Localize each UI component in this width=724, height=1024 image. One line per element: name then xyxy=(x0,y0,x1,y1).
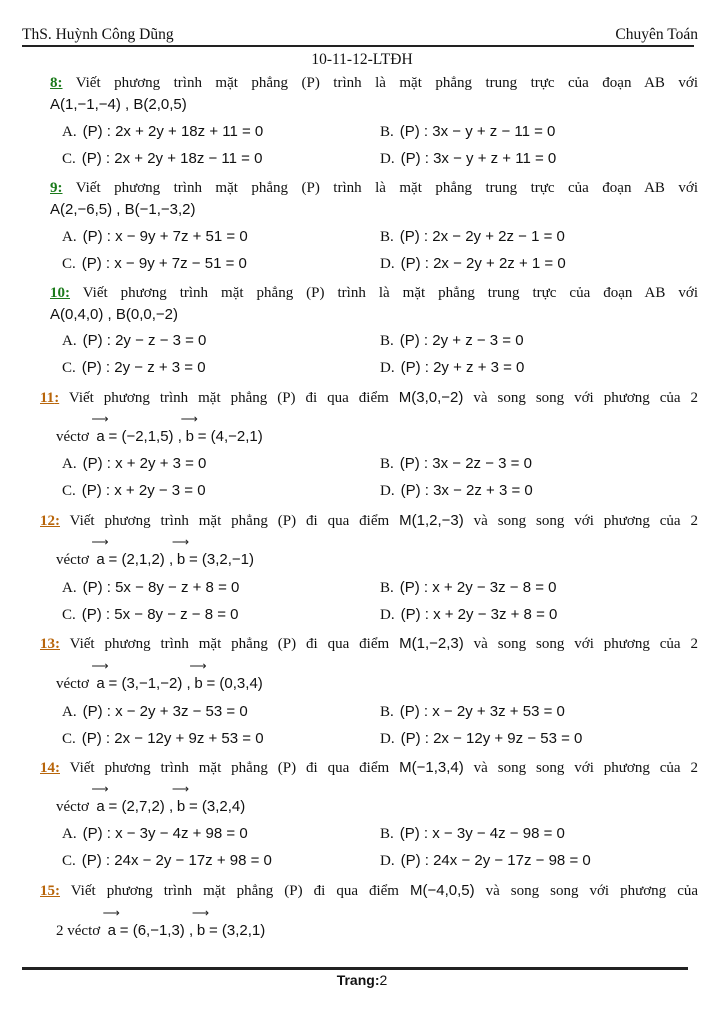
problem-8: 8: Viết phương trình mặt phẳng (P) trình là mặt phẳng trung trực của đoạn AB với A(1,−1,−4) , B(2,0,5) xyxy=(50,75,698,113)
problem-stem: Viết phương trình mặt phẳng (P) trình là mặt phẳng trung trực của đoạn AB với xyxy=(75,75,698,91)
header-subject: Chuyên Toán xyxy=(615,26,698,43)
option-b[interactable]: B. (P) : 2x − 2y + 2z − 1 = 0 xyxy=(380,228,565,245)
option-d[interactable]: D. (P) : 2x − 12y + 9z − 53 = 0 xyxy=(380,730,583,747)
vector-arrow-icon: ⟶ xyxy=(191,906,209,920)
option-a[interactable]: A. (P) : 5x − 8y − z + 8 = 0 xyxy=(62,579,240,596)
vector-arrow-icon: ⟶ xyxy=(102,906,119,920)
problem-10: 10: Viết phương trình mặt phẳng (P) trình là mặt phẳng trung trực của đoạn AB với A(0,4,0) , B(0,0,−2) xyxy=(50,285,698,323)
option-a[interactable]: A. (P) : x − 3y − 4z + 98 = 0 xyxy=(62,825,248,842)
option-d[interactable]: D. (P) : 3x − y + z + 11 = 0 xyxy=(380,150,557,167)
problem-number: 13 xyxy=(40,636,55,652)
problem-stem: Viết phương trình mặt phẳng (P) trình là mặt phẳng trung trực của đoạn AB với xyxy=(82,285,698,301)
vector-a: ⟶ a xyxy=(91,412,108,445)
vector-a: ⟶ a xyxy=(102,906,119,939)
option-a[interactable]: A. (P) : 2y − z − 3 = 0 xyxy=(62,332,207,349)
page-footer: Trang:2 xyxy=(336,972,388,988)
option-a[interactable]: A. (P) : x − 2y + 3z − 53 = 0 xyxy=(62,703,248,720)
header-author: ThS. Huỳnh Công Dũng xyxy=(22,26,174,43)
option-b[interactable]: B. (P) : 3x − 2z − 3 = 0 xyxy=(380,455,532,472)
vector-arrow-icon: ⟶ xyxy=(91,535,108,549)
vector-row: véctơ ⟶ a = (3,−1,−2) , ⟶ b = (0,3,4) xyxy=(56,659,263,692)
vector-b: ⟶ b xyxy=(189,659,206,692)
vector-row: véctơ ⟶ a = (−2,1,5) , ⟶ b = (4,−2,1) xyxy=(56,412,263,445)
problem-stem: Viết phương trình mặt phẳng (P) trình là mặt phẳng trung trực của đoạn AB với xyxy=(75,180,698,196)
vector-b: ⟶ b xyxy=(180,412,197,445)
vector-a: ⟶ a xyxy=(91,782,108,815)
problem-points: A(0,4,0) , B(0,0,−2) xyxy=(50,306,178,323)
vector-arrow-icon: ⟶ xyxy=(91,782,108,796)
point-m: M(1,2,−3) xyxy=(399,512,464,529)
problem-number: 10 xyxy=(50,285,65,301)
problem-14: 14: Viết phương trình mặt phẳng (P) đi qua điểm M(−1,3,4) và song song với phương của 2 xyxy=(40,759,699,776)
problem-points: A(1,−1,−4) , B(2,0,5) xyxy=(50,96,187,113)
page-number: 2 xyxy=(379,972,388,988)
option-c[interactable]: C. (P) : 2y − z + 3 = 0 xyxy=(62,359,206,376)
option-b[interactable]: B. (P) : x + 2y − 3z − 8 = 0 xyxy=(380,579,557,596)
option-b[interactable]: B. (P) : x − 2y + 3z + 53 = 0 xyxy=(380,703,565,720)
problem-number: 12 xyxy=(40,513,55,529)
vector-arrow-icon: ⟶ xyxy=(91,659,108,673)
option-c[interactable]: C. (P) : 5x − 8y − z − 8 = 0 xyxy=(62,606,239,623)
vector-b: ⟶ b xyxy=(191,906,209,939)
vector-arrow-icon: ⟶ xyxy=(180,412,197,426)
point-m: M(−4,0,5) xyxy=(410,882,475,899)
vector-a: ⟶ a xyxy=(91,535,108,568)
option-a[interactable]: A. (P) : 2x + 2y + 18z + 11 = 0 xyxy=(62,123,264,140)
option-a[interactable]: A. (P) : x + 2y + 3 = 0 xyxy=(62,455,207,472)
point-m: M(3,0,−2) xyxy=(398,389,464,406)
point-m: M(1,−2,3) xyxy=(399,635,464,652)
problem-12: 12: Viết phương trình mặt phẳng (P) đi qua điểm M(1,2,−3) và song song với phương của 2 xyxy=(40,512,699,529)
problem-13: 13: Viết phương trình mặt phẳng (P) đi qua điểm M(1,−2,3) và song song với phương của 2 xyxy=(40,635,699,652)
option-a[interactable]: A. (P) : x − 9y + 7z + 51 = 0 xyxy=(62,228,248,245)
problem-15: 15: Viết phương trình mặt phẳng (P) đi qua điểm M(−4,0,5) và song song với phương của xyxy=(40,882,699,899)
page-subtitle: 10-11-12-LTĐH xyxy=(311,51,413,68)
problem-number: 11 xyxy=(40,390,55,406)
problem-11: 11: Viết phương trình mặt phẳng (P) đi qua điểm M(3,0,−2) và song song với phương của 2 xyxy=(40,389,699,406)
vector-row: véctơ ⟶ a = (2,7,2) , ⟶ b = (3,2,4) xyxy=(56,782,246,815)
option-c[interactable]: C. (P) : 24x − 2y − 17z + 98 = 0 xyxy=(62,852,272,869)
vector-a: ⟶ a xyxy=(91,659,108,692)
vector-arrow-icon: ⟶ xyxy=(171,535,189,549)
option-d[interactable]: D. (P) : 2y + z + 3 = 0 xyxy=(380,359,525,376)
problem-9: 9: Viết phương trình mặt phẳng (P) trình là mặt phẳng trung trực của đoạn AB với A(2,−6,5) , B(−1,−3,2) xyxy=(50,180,698,218)
option-b[interactable]: B. (P) : 3x − y + z − 11 = 0 xyxy=(380,123,556,140)
vector-arrow-icon: ⟶ xyxy=(91,412,108,426)
option-b[interactable]: B. (P) : 2y + z − 3 = 0 xyxy=(380,332,524,349)
header-divider xyxy=(22,45,694,47)
vector-row: véctơ ⟶ a = (2,1,2) , ⟶ b = (3,2,−1) xyxy=(56,535,255,568)
vector-arrow-icon: ⟶ xyxy=(171,782,189,796)
problem-number: 14 xyxy=(40,760,55,776)
problem-points: A(2,−6,5) , B(−1,−3,2) xyxy=(50,201,196,218)
problem-number: 9 xyxy=(50,180,58,196)
option-d[interactable]: D. (P) : 2x − 2y + 2z + 1 = 0 xyxy=(380,255,566,272)
option-d[interactable]: D. (P) : 3x − 2z + 3 = 0 xyxy=(380,482,533,499)
problem-number: 15 xyxy=(40,883,55,899)
option-c[interactable]: C. (P) : 2x + 2y + 18z − 11 = 0 xyxy=(62,150,263,167)
option-d[interactable]: D. (P) : x + 2y − 3z + 8 = 0 xyxy=(380,606,558,623)
point-m: M(−1,3,4) xyxy=(399,759,464,776)
problem-number: 8 xyxy=(50,75,58,91)
option-c[interactable]: C. (P) : x − 9y + 7z − 51 = 0 xyxy=(62,255,247,272)
option-b[interactable]: B. (P) : x − 3y − 4z − 98 = 0 xyxy=(380,825,565,842)
vector-b: ⟶ b xyxy=(171,535,189,568)
footer-divider xyxy=(22,967,688,970)
option-c[interactable]: C. (P) : 2x − 12y + 9z + 53 = 0 xyxy=(62,730,264,747)
vector-row: 2 véctơ ⟶ a = (6,−1,3) , ⟶ b = (3,2,1) xyxy=(56,906,266,939)
vector-b: ⟶ b xyxy=(171,782,189,815)
vector-arrow-icon: ⟶ xyxy=(189,659,206,673)
option-c[interactable]: C. (P) : x + 2y − 3 = 0 xyxy=(62,482,206,499)
option-d[interactable]: D. (P) : 24x − 2y − 17z − 98 = 0 xyxy=(380,852,591,869)
